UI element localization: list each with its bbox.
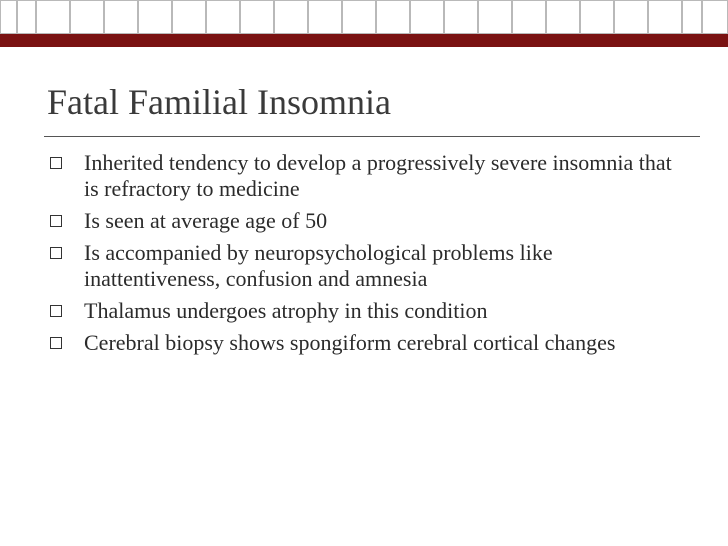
decorative-square (36, 0, 70, 34)
decorative-square (546, 0, 580, 34)
decorative-square (172, 0, 206, 34)
decorative-square (206, 0, 240, 34)
square-bullet-icon (50, 337, 62, 349)
decorative-square (478, 0, 512, 34)
decorative-square (702, 0, 728, 34)
square-bullet-icon (50, 305, 62, 317)
bullet-list (46, 150, 686, 362)
decorative-square (376, 0, 410, 34)
decorative-square (410, 0, 444, 34)
decorative-square (580, 0, 614, 34)
decorative-square (308, 0, 342, 34)
bullet-item (46, 330, 686, 356)
title-divider (44, 136, 700, 137)
bullet-item (46, 208, 686, 234)
decorative-square (274, 0, 308, 34)
bullet-text: Thalamus undergoes atrophy in this condition (84, 298, 488, 323)
accent-bar (0, 34, 728, 47)
square-bullet-icon (50, 157, 62, 169)
bullet-item (46, 298, 686, 324)
decorative-square (342, 0, 376, 34)
decorative-square (138, 0, 172, 34)
square-bullet-icon (50, 247, 62, 259)
decorative-square (17, 0, 36, 34)
bullet-item (46, 150, 686, 202)
decorative-square (104, 0, 138, 34)
decorative-square (0, 0, 17, 34)
decorative-square (614, 0, 648, 34)
decorative-square (444, 0, 478, 34)
bullet-item (46, 240, 686, 292)
bullet-text: Is accompanied by neuropsychological problems like inattentiveness, confusion and amnesia (84, 240, 553, 291)
decorative-square (512, 0, 546, 34)
bullet-text: Is seen at average age of 50 (84, 208, 328, 233)
decorative-square (682, 0, 702, 34)
bullet-text: Cerebral biopsy shows spongiform cerebral cortical changes (84, 330, 616, 355)
bullet-text: Inherited tendency to develop a progressively severe insomnia that is refractory to medicine (84, 150, 672, 201)
square-bullet-icon (50, 215, 62, 227)
decorative-square-band (0, 0, 728, 34)
decorative-square (70, 0, 104, 34)
decorative-square (240, 0, 274, 34)
decorative-square (648, 0, 682, 34)
slide-title: Fatal Familial Insomnia (47, 82, 391, 122)
